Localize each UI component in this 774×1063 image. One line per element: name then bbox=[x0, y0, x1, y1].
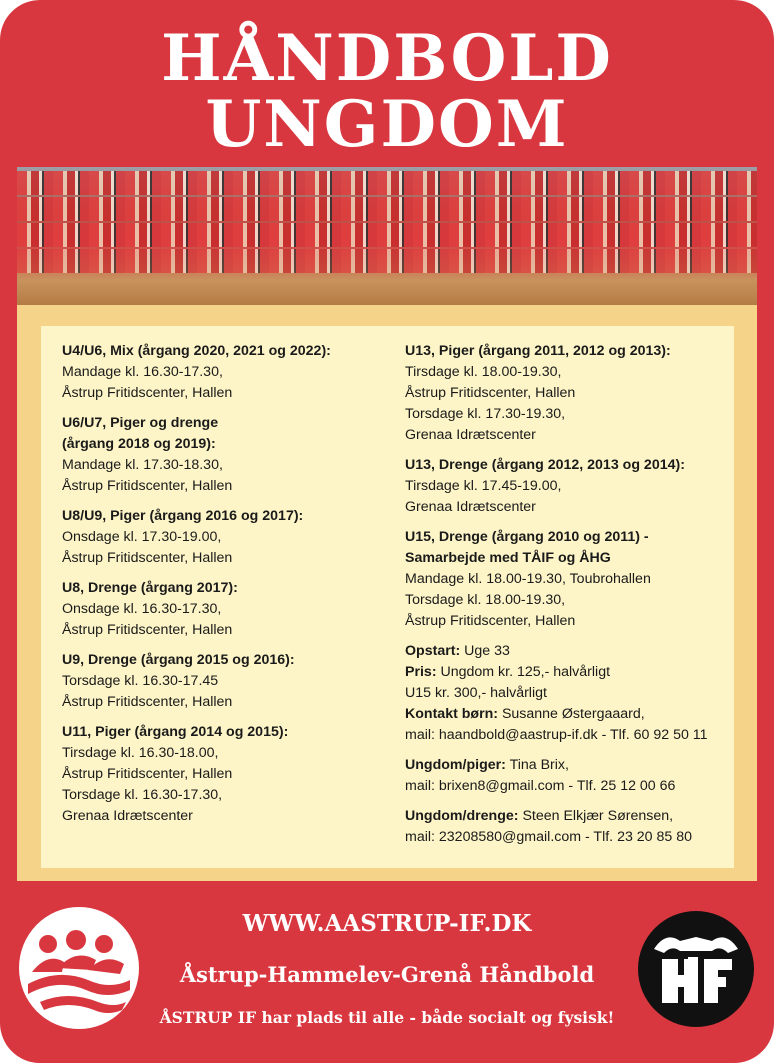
team-line: Grenaa Idrætscenter bbox=[62, 808, 193, 824]
photo-row bbox=[17, 171, 757, 195]
team-photo bbox=[17, 167, 757, 305]
drenge-line bbox=[405, 806, 731, 827]
photo-row bbox=[17, 249, 757, 273]
photo-row bbox=[17, 223, 757, 247]
team-line: Åstrup Fritidscenter, Hallen bbox=[405, 613, 576, 629]
team-line: Torsdage kl. 18.00-19.30, bbox=[405, 592, 566, 608]
drenge-value: Steen Elkjær Sørensen, bbox=[518, 808, 674, 824]
title-line-1: HÅNDBOLD bbox=[161, 21, 613, 96]
team-heading: U4/U6, Mix (årgang 2020, 2021 og 2022): bbox=[62, 343, 331, 359]
team-line: Mandage kl. 16.30-17.30, bbox=[62, 364, 223, 380]
drenge-label: Ungdom/drenge: bbox=[405, 808, 519, 824]
team-line: Tirsdage kl. 17.45-19.00, bbox=[405, 478, 562, 494]
team-line: Grenaa Idrætscenter bbox=[405, 427, 536, 443]
team-line: Åstrup Fritidscenter, Hallen bbox=[62, 694, 233, 710]
team-line: Åstrup Fritidscenter, Hallen bbox=[62, 622, 233, 638]
team-line: Åstrup Fritidscenter, Hallen bbox=[62, 766, 233, 782]
piger-value: Tina Brix, bbox=[505, 757, 569, 773]
team-block bbox=[405, 341, 731, 446]
opstart-label: Opstart: bbox=[405, 643, 461, 659]
team-line: Tirsdage kl. 18.00-19.30, bbox=[405, 364, 562, 380]
team-heading: U8, Drenge (årgang 2017): bbox=[62, 580, 238, 596]
team-line: Onsdage kl. 17.30-19.00, bbox=[62, 529, 222, 545]
team-line: Åstrup Fritidscenter, Hallen bbox=[62, 478, 233, 494]
team-block bbox=[62, 506, 392, 569]
kontakt-value: Susanne Østergaaard, bbox=[498, 706, 645, 722]
pris-line-2: U15 kr. 300,- halvårligt bbox=[405, 685, 547, 701]
team-line: Grenaa Idrætscenter bbox=[405, 499, 536, 515]
kontakt-label: Kontakt børn: bbox=[405, 706, 498, 722]
team-line: Mandage kl. 17.30-18.30, bbox=[62, 457, 223, 473]
team-line: Torsdage kl. 17.30-19.30, bbox=[405, 406, 566, 422]
piger-line bbox=[405, 755, 731, 776]
team-line: Onsdage kl. 16.30-17.30, bbox=[62, 601, 222, 617]
content-panel bbox=[17, 167, 757, 881]
team-block bbox=[405, 527, 731, 632]
team-line: Mandage kl. 18.00-19.30, Toubrohallen bbox=[405, 571, 651, 587]
piger-label: Ungdom/piger: bbox=[405, 757, 506, 773]
info-block bbox=[405, 641, 731, 746]
opstart-value: Uge 33 bbox=[460, 643, 510, 659]
schedule-right-column bbox=[405, 341, 731, 857]
team-block bbox=[62, 413, 392, 497]
team-block bbox=[62, 650, 392, 713]
pris-value: Ungdom kr. 125,- halvårligt bbox=[436, 664, 611, 680]
opstart-line bbox=[405, 641, 731, 662]
website-link[interactable]: WWW.AASTRUP-IF.DK bbox=[242, 910, 532, 937]
slogan: ÅSTRUP IF har plads til alle - både socialt og fysisk! bbox=[159, 1008, 615, 1027]
contact-piger bbox=[405, 755, 731, 797]
contact-drenge bbox=[405, 806, 731, 848]
club-logo-right bbox=[636, 909, 756, 1029]
team-line: Torsdage kl. 16.30-17.45 bbox=[62, 673, 219, 689]
schedule-box bbox=[41, 326, 734, 868]
drenge-mail: mail: 23208580@gmail.com - Tlf. 23 20 85 80 bbox=[405, 829, 693, 845]
kontakt-mail: mail: haandbold@aastrup-if.dk - Tlf. 60 92 50 11 bbox=[405, 727, 708, 743]
team-line: Torsdage kl. 16.30-17.30, bbox=[62, 787, 223, 803]
piger-mail: mail: brixen8@gmail.com - Tlf. 25 12 00 66 bbox=[405, 778, 676, 794]
title-line-2: UNGDOM bbox=[205, 87, 569, 162]
team-heading: U13, Piger (årgang 2011, 2012 og 2013): bbox=[405, 343, 671, 359]
photo-floor bbox=[17, 279, 757, 305]
team-line: Åstrup Fritidscenter, Hallen bbox=[405, 385, 576, 401]
team-heading: U15, Drenge (årgang 2010 og 2011) - Samarbejde med TÅIF og ÅHG bbox=[405, 529, 649, 566]
team-line: Tirsdage kl. 16.30-18.00, bbox=[62, 745, 219, 761]
team-block bbox=[62, 722, 392, 827]
team-heading: U11, Piger (årgang 2014 og 2015): bbox=[62, 724, 289, 740]
pris-line bbox=[405, 662, 731, 683]
team-line: Åstrup Fritidscenter, Hallen bbox=[62, 385, 233, 401]
club-name: Åstrup-Hammelev-Grenå Håndbold bbox=[179, 962, 595, 987]
schedule-left-column bbox=[62, 341, 392, 836]
team-heading: U9, Drenge (årgang 2015 og 2016): bbox=[62, 652, 295, 668]
team-heading: U13, Drenge (årgang 2012, 2013 og 2014): bbox=[405, 457, 685, 473]
pris-label: Pris: bbox=[405, 664, 437, 680]
team-block bbox=[405, 455, 731, 518]
team-line: Åstrup Fritidscenter, Hallen bbox=[62, 550, 233, 566]
team-heading: U6/U7, Piger og drenge (årgang 2018 og 2019): bbox=[62, 415, 219, 452]
photo-row bbox=[17, 197, 757, 221]
team-block bbox=[62, 341, 392, 404]
team-block bbox=[62, 578, 392, 641]
kontakt-line bbox=[405, 704, 731, 725]
team-heading: U8/U9, Piger (årgang 2016 og 2017): bbox=[62, 508, 304, 524]
